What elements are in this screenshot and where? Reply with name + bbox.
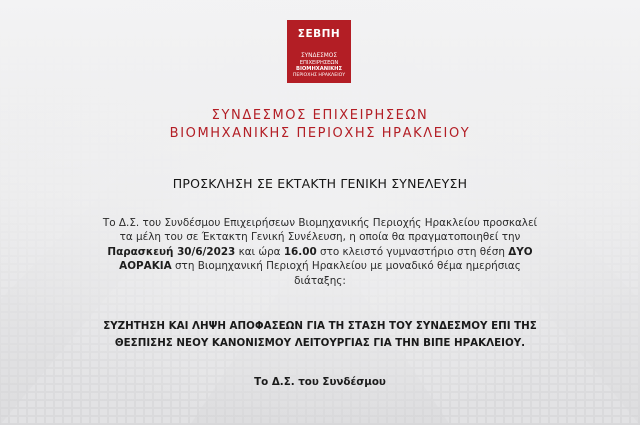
invitation-body <box>100 216 540 288</box>
agenda-line-2: ΘΕΣΠΙΣΗΣ ΝΕΟΥ ΚΑΝΟΝΙΣΜΟΥ ΛΕΙΤΟΥΡΓΙΑΣ ΓΙΑ ΤΗΝ ΒΙΠΕ ΗΡΑΚΛΕΙΟΥ. <box>114 337 526 349</box>
body-text-part-3: στο κλειστό γυμναστήριο στη θέση <box>316 245 509 258</box>
meeting-date: Παρασκευή 30/6/2023 <box>107 245 236 258</box>
invitation-heading: ΠΡΟΣΚΛΗΣΗ ΣΕ ΕΚΤΑΚΤΗ ΓΕΝΙΚΗ ΣΥΝΕΛΕΥΣΗ <box>172 176 468 191</box>
body-text-part-2: και ώρα <box>235 245 284 258</box>
organization-name-line-1: ΣΥΝΔΕΣΜΟΣ ΕΠΙΧΕΙΡΗΣΕΩΝ <box>211 108 429 123</box>
agenda-line-1: ΣΥΖΗΤΗΣΗ ΚΑΙ ΛΗΨΗ ΑΠΟΦΑΣΕΩΝ ΓΙΑ ΤΗ ΣΤΑΣΗ ΤΟΥ ΣΥΝΔΕΣΜΟΥ ΕΠΙ ΤΗΣ <box>103 320 537 332</box>
logo-acronym: ΣΕΒΠΗ <box>297 28 341 40</box>
meeting-time: 16.00 <box>283 245 317 258</box>
logo-line-2: ΕΠΙΧΕΙΡΗΣΕΩΝ <box>299 59 339 66</box>
meeting-location: ΔΥΟ ΑΟΡΑΚΙΑ <box>119 245 533 273</box>
logo-line-4: ΠΕΡΙΟΧΗΣ ΗΡΑΚΛΕΙΟΥ <box>292 72 346 78</box>
logo-line-1: ΣΥΝΔΕΣΜΟΣ <box>300 53 338 59</box>
agenda-item <box>70 318 570 352</box>
organization-name-line-2: ΒΙΟΜΗΧΑΝΙΚΗΣ ΠΕΡΙΟΧΗΣ ΗΡΑΚΛΕΙΟΥ <box>169 126 471 141</box>
signature: Το Δ.Σ. του Συνδέσμου <box>254 376 386 388</box>
logo <box>287 20 351 83</box>
logo-line-3: ΒΙΟΜΗΧΑΝΙΚΗΣ <box>296 66 342 72</box>
body-text-part-1: Το Δ.Σ. του Συνδέσμου Επιχειρήσεων Βιομηχανικής Περιοχής Ηρακλείου προσκαλεί τα μέλη του σε Έκτακτη Γενική Συνέλευση, η οποία θα πραγματοποιηθεί την <box>102 217 538 244</box>
body-text-part-4: στη Βιομηχανική Περιοχή Ηρακλείου με μοναδικό θέμα ημερήσιας διάταξης: <box>171 260 521 287</box>
